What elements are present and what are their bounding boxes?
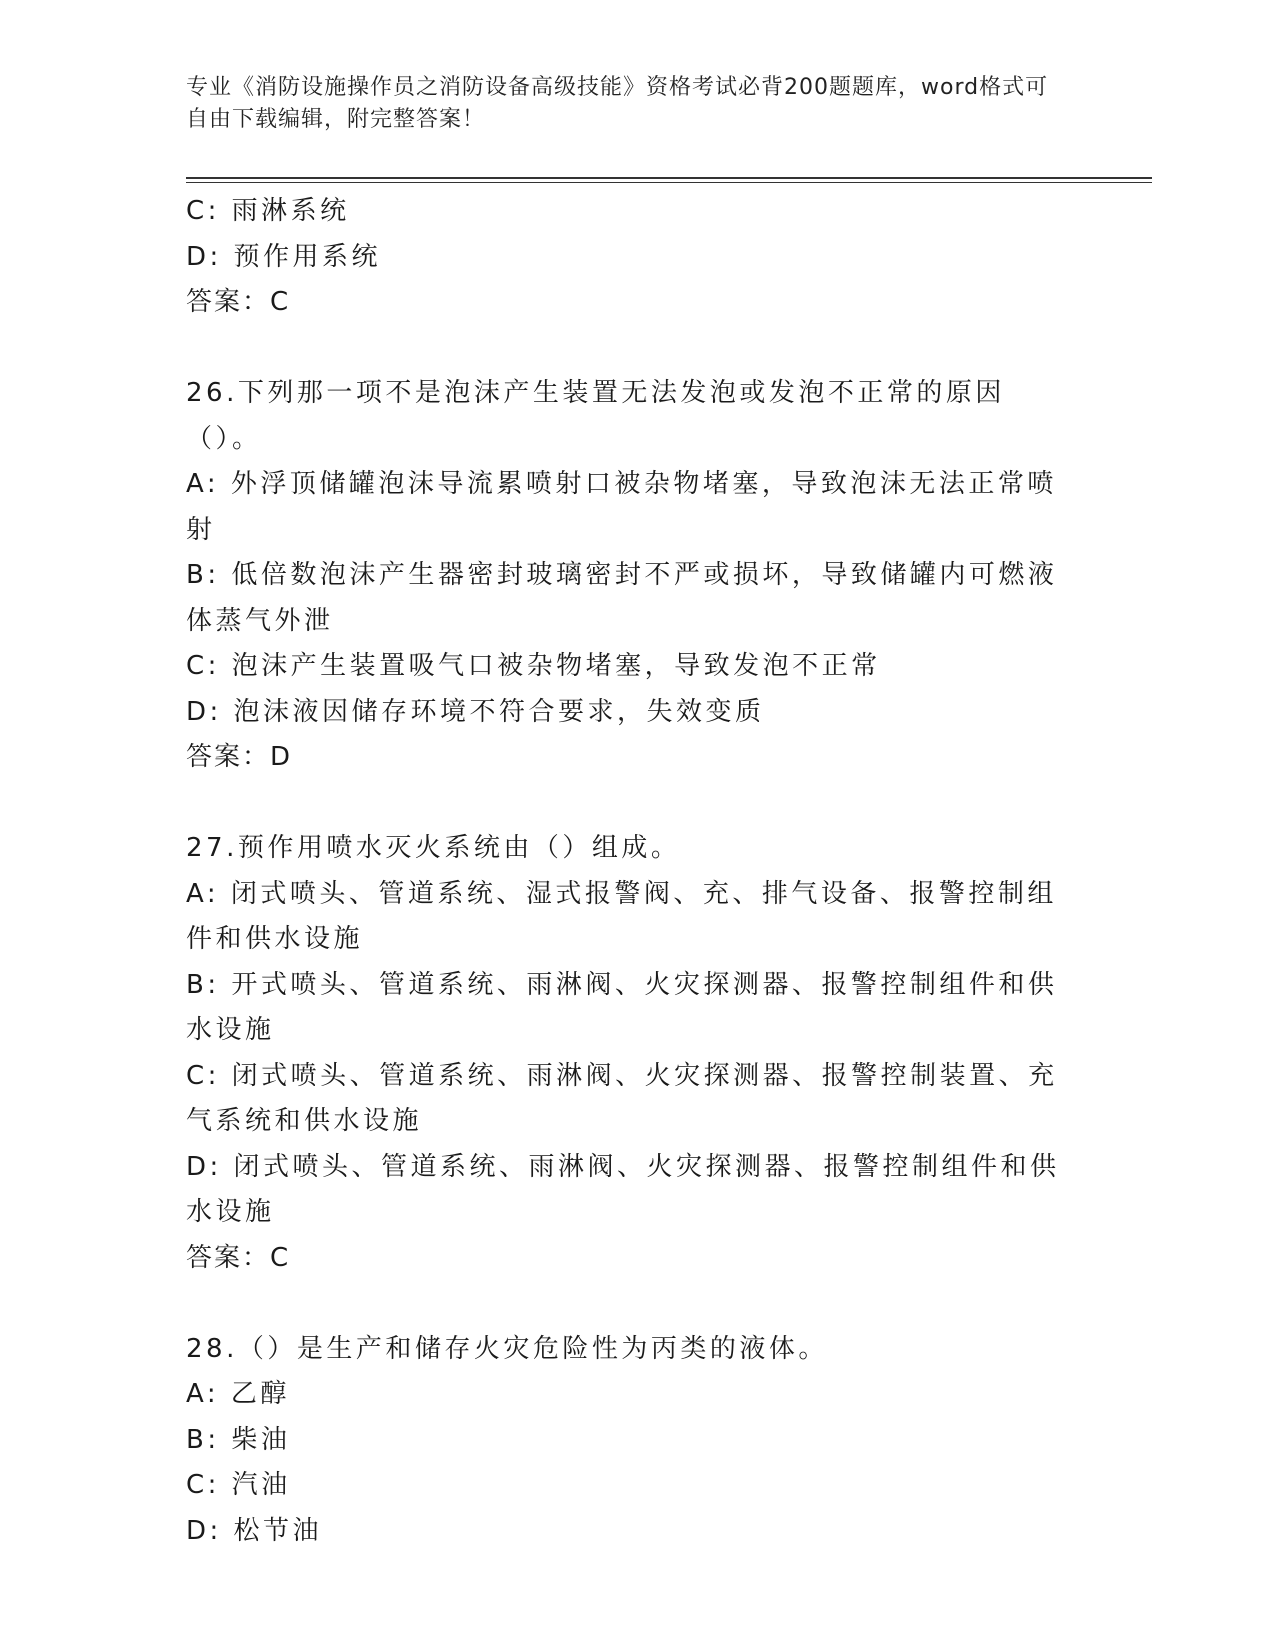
document-header [186, 72, 1066, 136]
option-d: D: 闭式喷头、管道系统、雨淋阀、火灾探测器、报警控制组件和供水设施 [186, 1151, 1060, 1227]
option-a: A: 闭式喷头、管道系统、湿式报警阀、充、排气设备、报警控制组件和供水设施 [186, 878, 1057, 954]
spacer [186, 326, 1076, 372]
option-a: A: 外浮顶储罐泡沫导流累喷射口被杂物堵塞，导致泡沫无法正常喷射 [186, 469, 1057, 545]
question-27 [186, 826, 1076, 1281]
header-divider-thick [186, 177, 1152, 179]
question-stem: 28.（）是生产和储存火灾危险性为丙类的液体。 [186, 1333, 828, 1364]
option-a: A: 乙醇 [186, 1379, 290, 1409]
spacer [186, 781, 1076, 827]
question-stem: 26.下列那一项不是泡沫产生装置无法发泡或发泡不正常的原因（）。 [186, 378, 1005, 454]
spacer [186, 1281, 1076, 1327]
option-d: D: 预作用系统 [186, 241, 382, 272]
option-b: B: 开式喷头、管道系统、雨淋阀、火灾探测器、报警控制组件和供水设施 [186, 969, 1058, 1045]
question-content [186, 189, 1076, 1554]
question-26 [186, 371, 1076, 781]
header-title: 专业《消防设施操作员之消防设备高级技能》资格考试必背200题题库，word格式可自由下载编辑，附完整答案！ [186, 75, 1049, 132]
prev-question-block [186, 189, 1076, 326]
question-28 [186, 1327, 1076, 1555]
option-c: C: 泡沫产生装置吸气口被杂物堵塞，导致发泡不正常 [186, 651, 881, 681]
header-divider-thin [186, 182, 1152, 183]
question-stem: 27.预作用喷水灭火系统由（）组成。 [186, 833, 681, 863]
option-d: D: 松节油 [186, 1515, 323, 1546]
option-c: C: 汽油 [186, 1470, 291, 1500]
answer-line: 答案：C [186, 1242, 291, 1273]
option-c: C: 雨淋系统 [186, 196, 350, 226]
answer-line: 答案：C [186, 287, 291, 317]
option-c: C: 闭式喷头、管道系统、雨淋阀、火灾探测器、报警控制装置、充气系统和供水设施 [186, 1060, 1058, 1136]
option-d: D: 泡沫液因储存环境不符合要求，失效变质 [186, 696, 765, 727]
option-b: B: 低倍数泡沫产生器密封玻璃密封不严或损坏，导致储罐内可燃液体蒸气外泄 [186, 560, 1058, 636]
answer-line: 答案：D [186, 742, 293, 772]
option-b: B: 柴油 [186, 1424, 291, 1455]
